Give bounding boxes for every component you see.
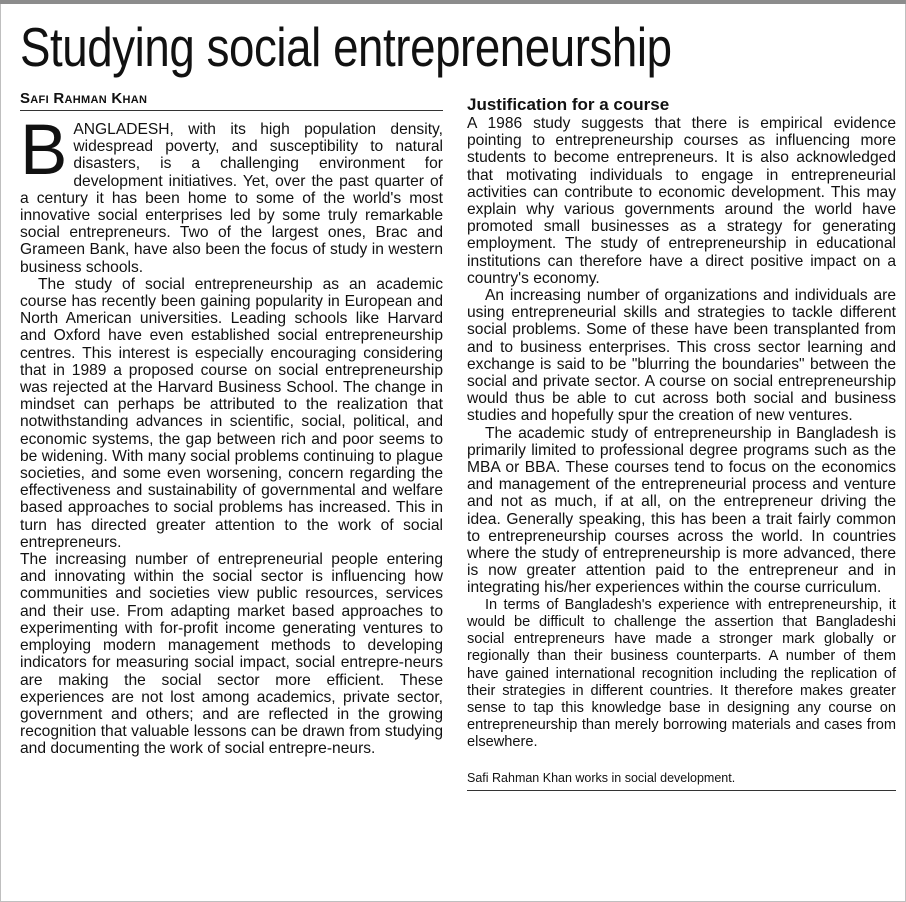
section-subhead: Justification for a course (467, 95, 670, 114)
paragraph-3: The increasing number of entrepreneurial people entering and innovating within the social sector is influencing how communities and societies view public resources, services and their use. From adapting market based approaches to experimenting with for-profit income generating ventures to employing modern management methods to developing indicators for measuring social impact, social entrepre-neurs are making the social sector more efficient. These experiences are not lost among academics, private sector, government and others; and are reflected in the growing recognition that valuable lessons can be drawn from studying and documenting the work of social entrepre-neurs. (20, 551, 443, 758)
paragraph-4: A 1986 study suggests that there is empirical evidence pointing to entrepreneurship courses as influencing more students to become entrepreneurs. It is also acknowledged that motivating individuals to engage in entrepreneurial activities can contribute to economic development. This may explain why various governments around the world have promoted small businesses as a strategy for generating employment. The study of entrepreneurship in educational institutions can therefore have a direct positive impact on a country's economy. (467, 115, 896, 287)
dropcap: B (20, 111, 68, 190)
paragraph-6: The academic study of entrepreneurship in Bangladesh is primarily limited to professional degree programs such as the MBA or BBA. These courses tend to focus on the economics and management of the entrepreneurial process and venture and not as much, if at all, on the entrepreneur driving the idea. Generally speaking, this has been a trait fairly common to entrepreneurship courses across the world. In countries where the study of entrepreneurship is more advanced, there is now greater attention paid to the entrepreneur and in integrating his/her experiences within the course curriculum. (467, 424, 896, 597)
paragraph-1-text: ANGLADESH, with its high population density, widespread poverty, and susceptibility to natural disasters, is a challenging environment for development initiatives. Yet, over the past quarter of a century it has been home to some of the world's most innovative social enterprises led by some truly remarkable social entrepreneurs. Two of the largest ones, Brac and Grameen Bank, have also been the focus of study in western business schools. (20, 121, 443, 276)
byline: Safi Rahman Khan (20, 90, 443, 111)
left-column (20, 90, 443, 758)
paragraph-2: The study of social entrepreneurship as an academic course has recently been gaining popularity in European and North American universities. Leading schools like Harvard and Oxford have even established social entrepreneurship centres. This interest is especially encouraging considering that in 1989 a proposed course on social entrepreneurship was rejected at the Harvard Business School. The change in mindset can perhaps be attributed to the realization that notwithstanding advances in scientific, social, political, and economic systems, the gap between rich and poor seems to be widening. With many social problems continuing to plague societies, and some even worsening, concern regarding the effectiveness and sustainability of governmental and welfare based approaches to social problems has increased. This in turn has directed greater attention to the work of social entrepreneurs. (20, 275, 443, 551)
top-rule (0, 0, 906, 4)
right-column (467, 96, 896, 791)
headline: Studying social entrepreneurship (20, 16, 672, 78)
author-note: Safi Rahman Khan works in social development. (467, 771, 896, 791)
paragraph-1 (20, 111, 443, 276)
paragraph-5: An increasing number of organizations and individuals are using entrepreneurial skills and strategies to tackle different social problems. Some of these have been transplanted from and to business enterprises. This cross sector learning and exchange is said to be "blurring the boundaries" between the social and private sector. A course on social entrepreneurship would thus be able to cut across both social and business studies and hopefully spur the creation of new ventures. (467, 287, 896, 425)
paragraph-7: In terms of Bangladesh's experience with entrepreneurship, it would be difficult to challenge the assertion that Bangladeshi social entrepreneurs have made a stronger mark globally or regionally than their business counterparts. A number of them have gained international recognition including the replication of their strategies in different countries. It therefore makes greater sense to tap this knowledge base in designing any course on entrepreneurship than merely borrowing materials and cases from elsewhere. (467, 596, 896, 751)
